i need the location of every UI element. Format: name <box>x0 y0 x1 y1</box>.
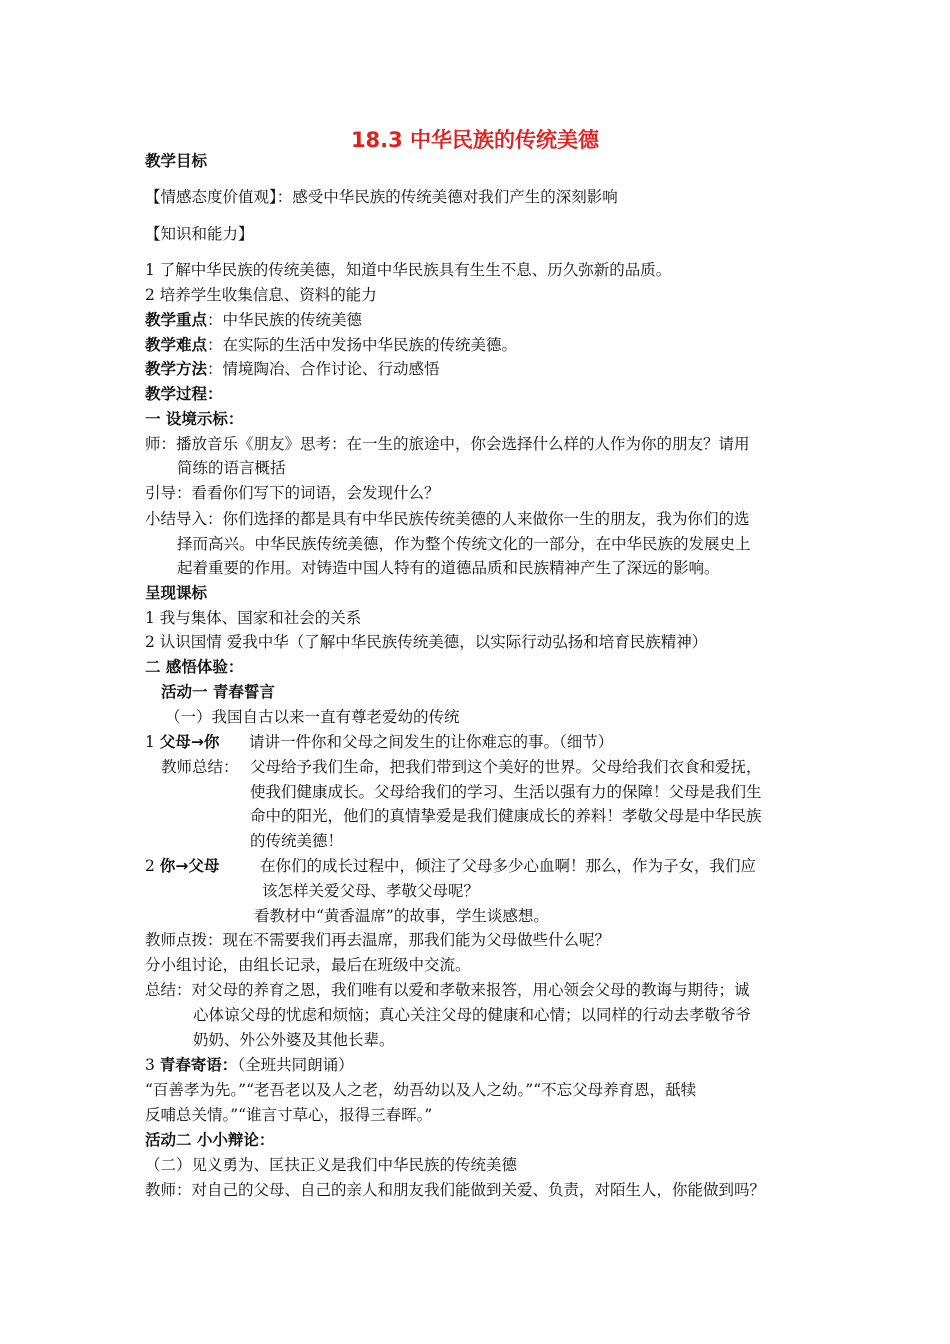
quote-line: “百善孝为先。”“老吾老以及人之老，幼吾幼以及人之幼。”“不忘父母养育恩，舐犊 <box>145 1081 697 1099</box>
teacher-summary-line: 命中的阳光，他们的真情挚爱是我们健康成长的养料！孝敬父母是中华民族 <box>250 807 762 825</box>
difficulty-label: 教学难点 <box>145 336 208 354</box>
method-text: ：情境陶冶、合作讨论、行动感悟 <box>207 360 440 378</box>
summary-intro-line: 小结导入：你们选择的都是具有中华民族传统美德的人来做你一生的朋友，我为你们的选 <box>145 510 750 528</box>
goals-heading: 教学目标 <box>145 152 208 170</box>
item3-label: 青春寄语： <box>159 1056 238 1074</box>
section1-heading: 一 设境示标： <box>145 410 244 428</box>
summary-intro-line: 起着重要的作用。对铸造中国人特有的道德品质和民族精神产生了深远的影响。 <box>177 559 720 577</box>
teacher-question: 教师：对自己的父母、自己的亲人和朋友我们能做到关爱、负责，对陌生人，你能做到吗？ <box>145 1181 766 1199</box>
emotion-text: ：感受中华民族的传统美德对我们产生的深刻影响 <box>276 188 618 206</box>
group-discuss: 分小组讨论，由组长记录，最后在班级中交流。 <box>145 956 471 974</box>
page-title: 18.3 中华民族的传统美德 <box>350 128 600 152</box>
item1 <box>145 732 219 752</box>
item2-line: 该怎样关爱父母、孝敬父母呢？ <box>262 882 480 900</box>
item2-num: 2 <box>145 857 160 875</box>
process-heading: 教学过程： <box>145 385 223 403</box>
teacher-summary-line: 父母给予我们生命，把我们带到这个美好的世界。父母给我们衣食和爱抚， <box>250 758 762 776</box>
knowledge-heading: 【知识和能力】 <box>145 225 254 243</box>
standards-item: 1 我与集体、国家和社会的关系 <box>145 609 362 627</box>
quote-line: 反哺总关情。”“谁言寸草心，报得三春晖。” <box>145 1106 433 1124</box>
teacher-summary-line: 使我们健康成长。父母给我们的学习、生活以强有力的保障！父母是我们生 <box>250 783 762 801</box>
method <box>145 359 440 379</box>
item3 <box>145 1055 354 1075</box>
activity1-heading: 活动一 青春誓言 <box>161 683 275 701</box>
teacher-summary-line: 的传统美德！ <box>250 832 344 850</box>
standards-item: 2 认识国情 爱我中华（了解中华民族传统美德，以实际行动弘扬和培育民族精神） <box>145 633 708 651</box>
knowledge-item: 1 了解中华民族的传统美德，知道中华民族具有生生不息、历久弥新的品质。 <box>145 261 672 279</box>
knowledge-item: 2 培养学生收集信息、资料的能力 <box>145 286 377 304</box>
topic2: （二）见义勇为、匡扶正义是我们中华民族的传统美德 <box>145 1156 518 1174</box>
difficulty <box>145 335 517 355</box>
summary-intro-line: 择而高兴。中华民族传统美德，作为整个传统文化的一部分，在中华民族的发展史上 <box>177 535 751 553</box>
emotion-label: 【情感态度价值观】 <box>145 188 277 206</box>
teacher-line: 师：播放音乐《朋友》思考：在一生的旅途中，你会选择什么样的人作为你的朋友？请用 <box>145 435 750 453</box>
key-point-text: ：中华民族的传统美德 <box>207 311 363 329</box>
standards-heading: 呈现课标 <box>145 584 208 602</box>
topic1: （一）我国自古以来一直有尊老爱幼的传统 <box>165 708 460 726</box>
item2 <box>145 856 219 876</box>
teacher-hint: 教师点拨：现在不需要我们再去温席，那我们能为父母做些什么呢？ <box>145 931 611 949</box>
difficulty-text: ：在实际的生活中发扬中华民族的传统美德。 <box>207 336 518 354</box>
item1-text: 请讲一件你和父母之间发生的让你难忘的事。（细节） <box>249 733 614 751</box>
arrow-right-icon: → <box>175 857 189 875</box>
conclusion-line: 心体谅父母的忧虑和烦恼；真心关注父母的健康和心情；以同样的行动去孝敬爷爷 <box>193 1006 752 1024</box>
arrow-right-icon: → <box>190 733 204 751</box>
method-label: 教学方法 <box>145 360 208 378</box>
item1-label: 父母 <box>159 733 191 751</box>
item2-label2: 父母 <box>188 857 220 875</box>
item1-label2: 你 <box>203 733 220 751</box>
activity2-heading: 活动二 小小辩论： <box>145 1131 275 1149</box>
item2-line: 看教材中“黄香温席”的故事，学生谈感想。 <box>254 907 549 925</box>
item3-num: 3 <box>145 1056 160 1074</box>
emotion-goal <box>145 187 618 207</box>
section2-heading: 二 感悟体验： <box>145 658 244 676</box>
item2-line: 在你们的成长过程中，倾注了父母多少心血啊！那么，作为子女，我们应 <box>260 857 757 875</box>
guide-line: 引导：看看你们写下的词语，会发现什么？ <box>145 484 440 502</box>
conclusion-line: 总结：对父母的养育之恩，我们唯有以爱和孝敬来报答，用心领会父母的教诲与期待；诚 <box>145 981 750 999</box>
teacher-summary-label: 教师总结： <box>161 758 239 776</box>
conclusion-line: 奶奶、外公外婆及其他长辈。 <box>193 1031 395 1049</box>
item1-num: 1 <box>145 733 160 751</box>
teacher-line: 简练的语言概括 <box>177 459 286 477</box>
item2-label: 你 <box>159 857 176 875</box>
key-point-label: 教学重点 <box>145 311 208 329</box>
key-point <box>145 310 362 330</box>
item3-text: （全班共同朗诵） <box>237 1056 354 1074</box>
